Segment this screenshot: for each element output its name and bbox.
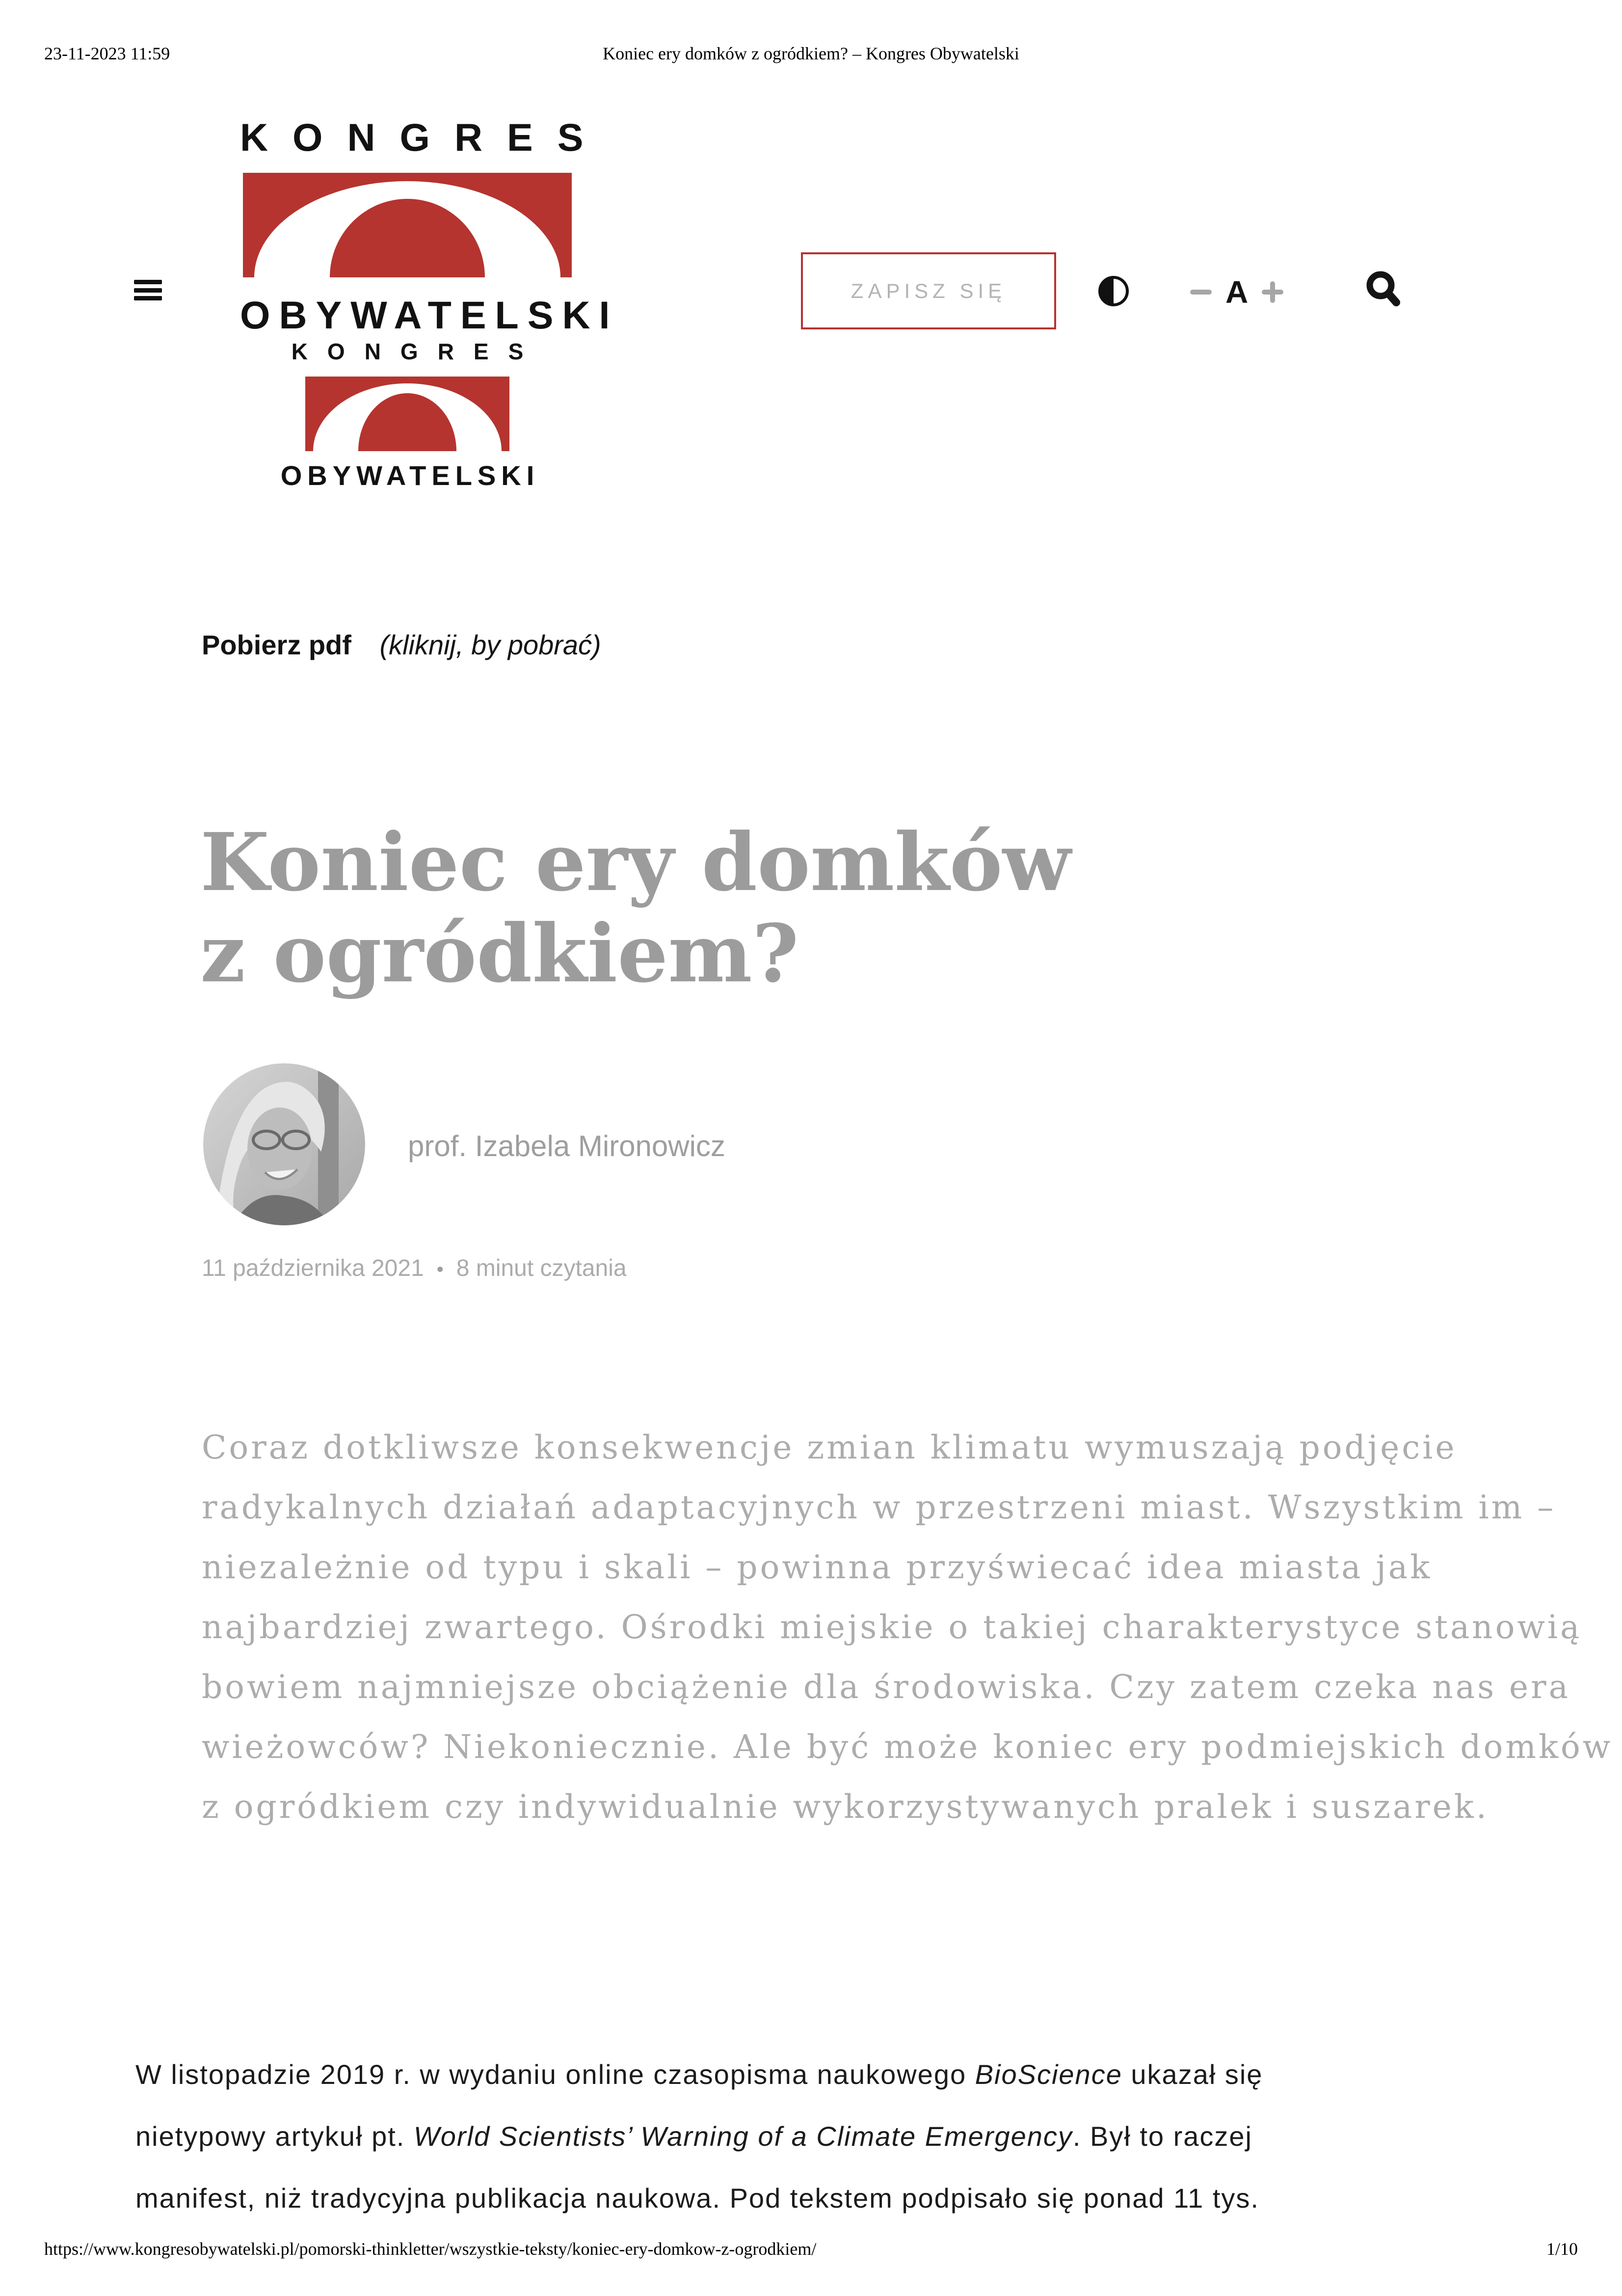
print-page-number: 1/10 — [1546, 2239, 1578, 2259]
lead-line: radykalnych działań adaptacyjnych w przestrzeni miast. Wszystkim im – — [202, 1488, 1556, 1526]
hamburger-menu-icon[interactable] — [134, 280, 162, 300]
author-photo — [203, 1063, 365, 1225]
contrast-icon[interactable] — [1098, 275, 1129, 307]
lead-line: bowiem najmniejsze obciążenie dla środowiska. Czy zatem czeka nas era — [202, 1668, 1570, 1706]
subscribe-label: ZAPISZ SIĘ — [851, 279, 1007, 302]
search-icon[interactable] — [1364, 270, 1404, 309]
article-title-line: z ogródkiem? — [200, 907, 799, 1000]
publish-date: 11 października 2021 — [202, 1255, 424, 1281]
download-pdf-link[interactable]: Pobierz pdf — [202, 629, 351, 660]
lead-line: z ogródkiem czy indywidualnie wykorzystywanych pralek i suszarek. — [202, 1788, 1489, 1826]
print-header — [44, 43, 1578, 64]
logo-word-kongres: KONGRES — [240, 115, 608, 159]
font-increase-icon[interactable] — [1262, 281, 1283, 303]
print-url: https://www.kongresobywatelski.pl/pomorski-thinkletter/wszystkie-teksty/koniec-ery-domkow-z-ogrodkiem/ — [44, 2239, 817, 2259]
article-title-line: Koniec ery domków — [200, 816, 1071, 909]
font-decrease-icon[interactable] — [1190, 290, 1212, 295]
lead-line: niezależnie od typu i skali – powinna przyświecać idea miasta jak — [202, 1548, 1433, 1586]
download-hint: (kliknij, by pobrać) — [379, 629, 601, 660]
body-line: nietypowy artykuł pt. World Scientists’ Warning of a Climate Emergency. Był to raczej — [135, 2121, 1252, 2152]
logo-arch-icon — [243, 173, 572, 277]
site-logo[interactable] — [240, 115, 619, 491]
print-footer — [44, 2239, 1578, 2259]
print-datetime: 23-11-2023 11:59 — [44, 44, 170, 63]
download-row — [202, 629, 601, 661]
logo-word-kongres-small: KONGRES — [291, 339, 543, 364]
lead-line: wieżowców? Niekoniecznie. Ale być może koniec ery podmiejskich domków — [202, 1728, 1613, 1766]
font-size-letter[interactable]: A — [1225, 274, 1249, 310]
author-name: prof. Izabela Mironowicz — [408, 1130, 725, 1162]
reading-time: 8 minut czytania — [456, 1255, 627, 1281]
subscribe-button[interactable] — [801, 252, 1056, 329]
print-doc-title: Koniec ery domków z ogródkiem? – Kongres Obywatelski — [603, 44, 1019, 63]
body-line: W listopadzie 2019 r. w wydaniu online czasopisma naukowego BioScience ukazał się — [135, 2059, 1263, 2090]
article-meta — [202, 1255, 627, 1282]
logo-arch-icon-small — [305, 377, 509, 451]
lead-line: Coraz dotkliwsze konsekwencje zmian klimatu wymuszają podjęcie — [202, 1429, 1457, 1466]
author-avatar — [203, 1063, 365, 1225]
font-size-controls — [1190, 272, 1298, 312]
body-line: manifest, niż tradycyjna publikacja naukowa. Pod tekstem podpisało się ponad 11 tys. — [135, 2183, 1259, 2214]
article-title — [200, 817, 1071, 999]
logo-word-obywatelski-small: OBYWATELSKI — [280, 460, 540, 491]
body-paragraph — [135, 2044, 1263, 2229]
lead-paragraph — [202, 1418, 1613, 1837]
meta-separator-dot: • — [436, 1259, 444, 1280]
lead-line: najbardziej zwartego. Ośrodki miejskie o takiej charakterystyce stanowią — [202, 1608, 1582, 1646]
logo-word-obywatelski: OBYWATELSKI — [240, 293, 619, 337]
